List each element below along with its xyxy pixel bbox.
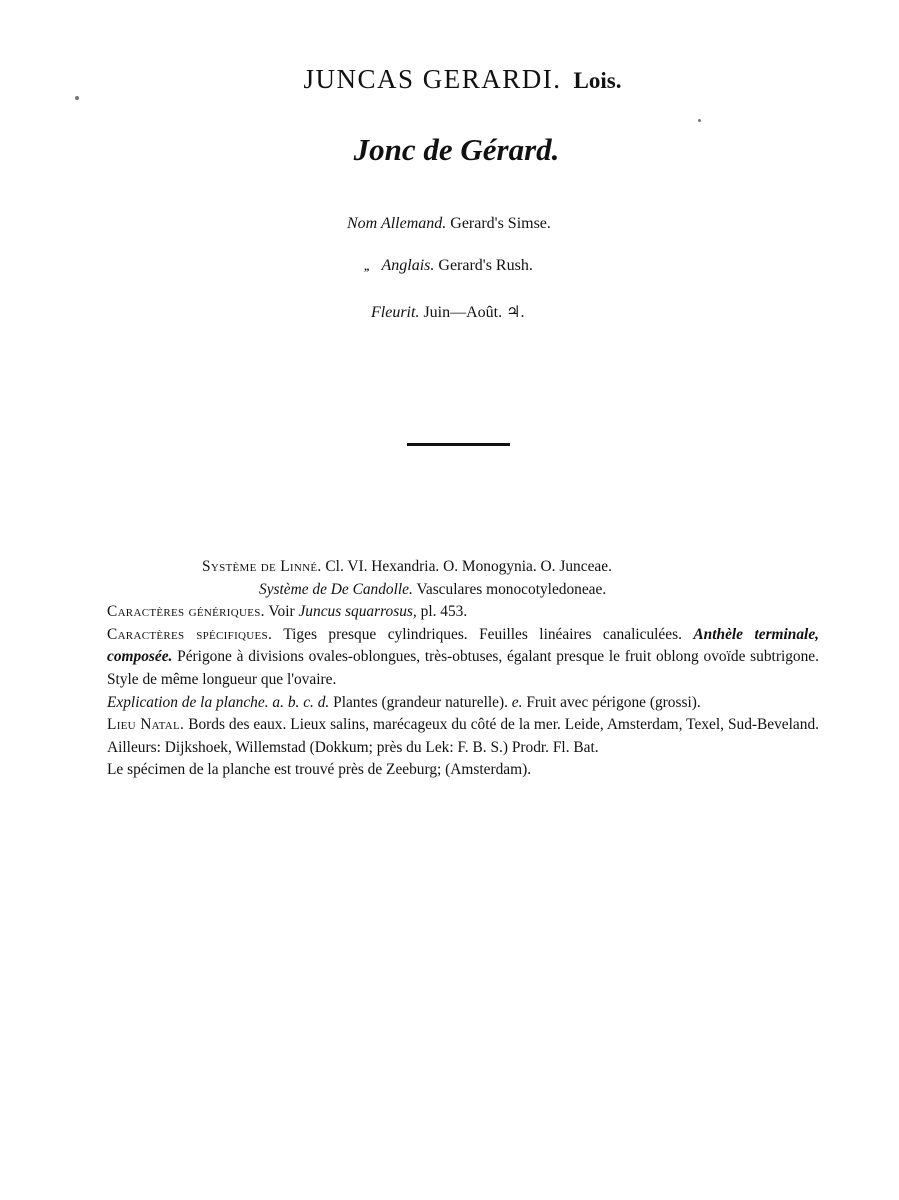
print-speck <box>75 96 79 100</box>
explication-letter-e: e. <box>511 693 523 711</box>
explication-text-1: Plantes (grandeur naturelle). <box>333 693 508 711</box>
linne-value: Cl. VI. Hexandria. O. Monogynia. O. Junceae. <box>325 558 612 575</box>
generic-reference: Juncus squarrosus, <box>298 603 417 621</box>
generic-characters-line <box>107 601 819 624</box>
german-name-row <box>347 215 899 233</box>
explication-label: Explication de la planche. <box>107 693 269 711</box>
specific-text-1: Tiges presque cylindriques. Feuilles linéaires canaliculées. <box>283 625 682 643</box>
specific-text-2: Périgone à divisions ovales-oblongues, très-obtuses, égalant presque le fruit oblong ovoïde subtrigone. Style de même longueur que l'ovaire. <box>107 648 819 688</box>
common-name-title: Jonc de Gérard. <box>353 132 560 167</box>
species-title: JUNCAS GERARDI. <box>303 64 562 94</box>
print-speck <box>698 119 701 122</box>
candolle-system-line <box>107 579 819 602</box>
title-line <box>0 64 899 95</box>
specific-italic-text: Anthèle terminale, composée. <box>107 625 820 666</box>
native-habitat-paragraph <box>107 714 819 759</box>
section-divider <box>407 443 510 446</box>
author-abbreviation: Lois. <box>573 68 622 93</box>
flowering-row <box>371 302 899 322</box>
specimen-text: Le spécimen de la planche est trouvé près de Zeeburg; (Amsterdam). <box>107 761 532 779</box>
specific-label: Caractères spécifiques. <box>107 625 273 643</box>
flowering-value: Juin—Août. ♃. <box>423 304 525 321</box>
specimen-line <box>107 759 819 782</box>
english-name-label: Anglais. <box>381 257 435 274</box>
german-name-value: Gerard's Simse. <box>450 215 551 232</box>
lieu-label: Lieu Natal. <box>107 716 185 734</box>
linne-label: Système de Linné. <box>202 558 322 575</box>
specific-characters-paragraph <box>107 624 819 692</box>
explication-letters: a. b. c. d. <box>272 693 330 711</box>
candolle-value: Vasculares monocotyledoneae. <box>416 580 607 598</box>
generic-label: Caractères génériques. <box>107 603 265 621</box>
description-body <box>107 556 819 782</box>
linne-system-line <box>107 556 819 579</box>
english-name-row <box>364 257 899 275</box>
candolle-label: Système de De Candolle. <box>259 580 413 598</box>
english-name-value: Gerard's Rush. <box>438 257 533 274</box>
german-name-label: Nom Allemand. <box>347 215 447 232</box>
explication-text-2: Fruit avec périgone (grossi). <box>526 693 701 711</box>
lieu-text: Bords des eaux. Lieux salins, marécageux du côté de la mer. Leide, Amsterdam, Texel, Sud-Beveland. Ailleurs: Dijkshoek, Willemstad (Dokkum; près du Lek: F. B. S.) Prodr. Fl. Bat. <box>107 716 819 756</box>
generic-text: Voir <box>268 603 295 621</box>
ditto-mark: „ <box>364 261 370 273</box>
plate-explanation-line <box>107 692 819 715</box>
flowering-label: Fleurit. <box>371 304 420 321</box>
generic-page: pl. 453. <box>420 603 468 621</box>
